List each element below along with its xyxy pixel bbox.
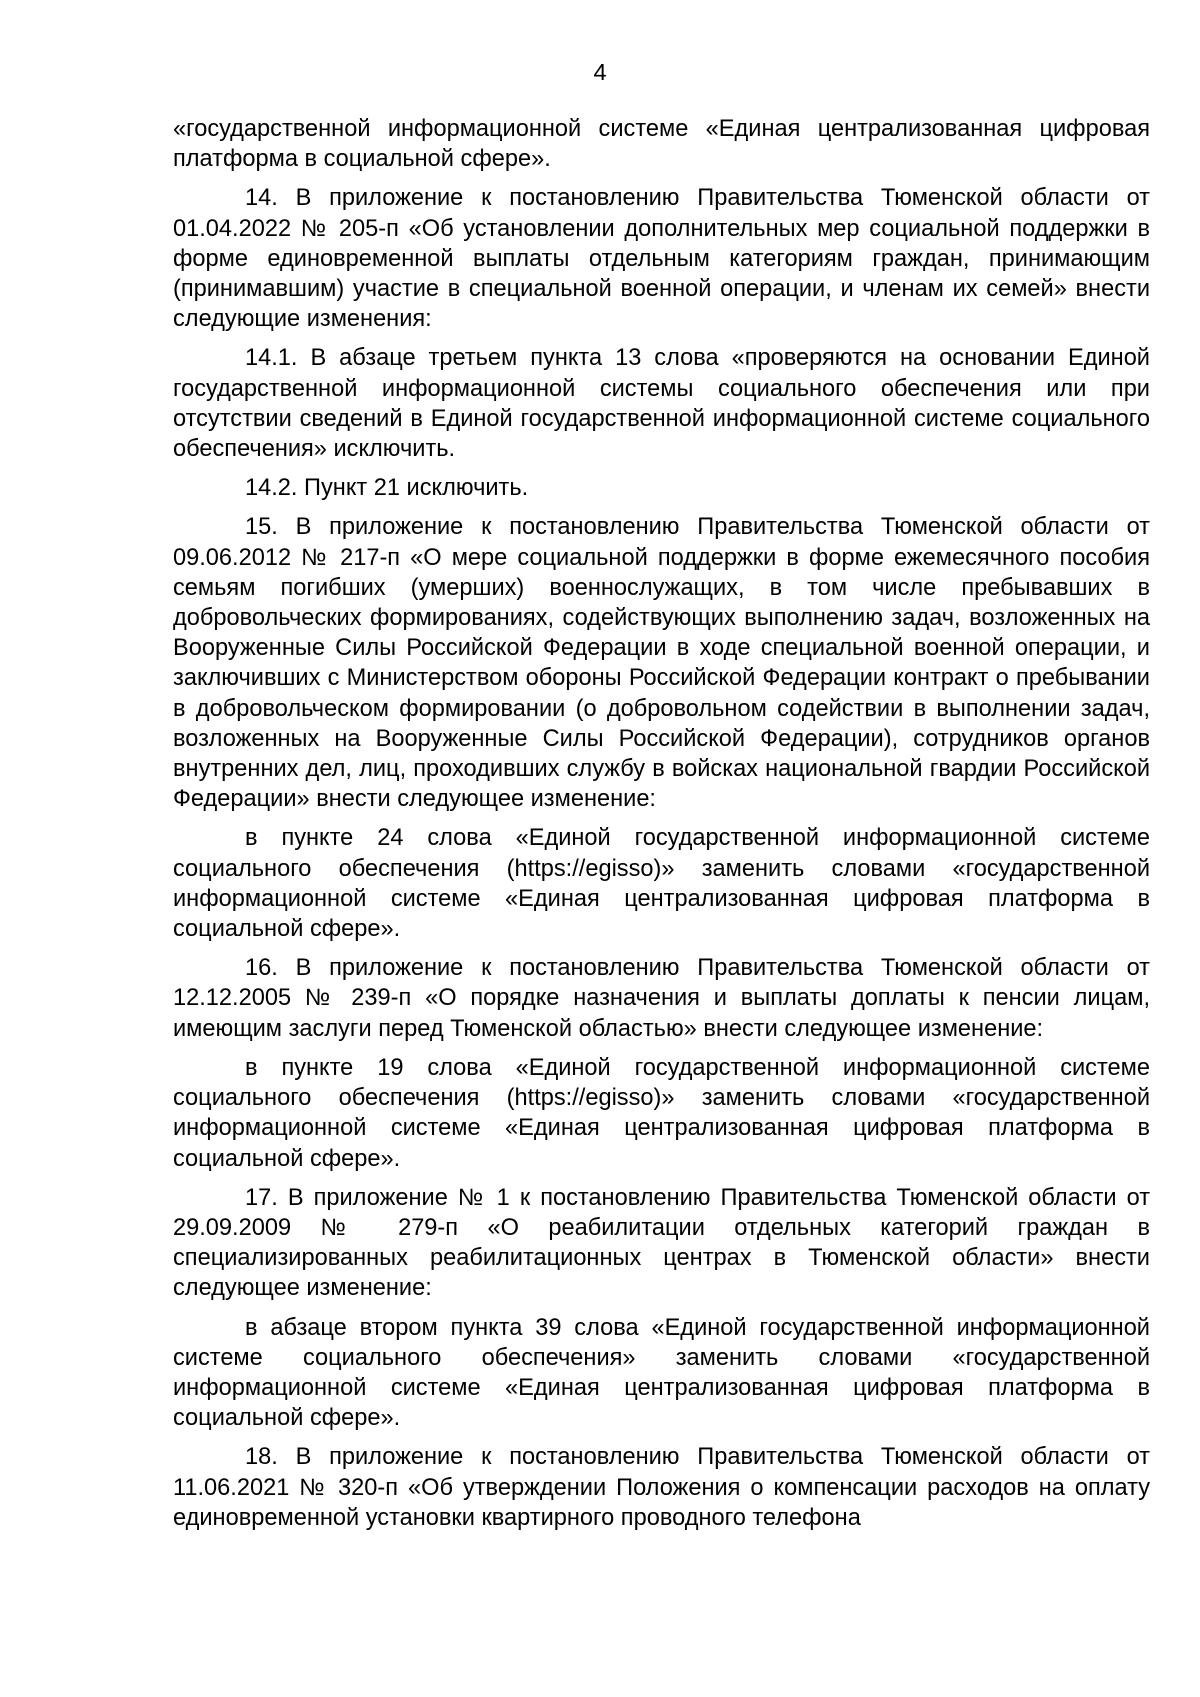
paragraph-item-16-change: в пункте 19 слова «Единой государственной информационной системе социального обеспечения (https://egisso)» заменить словами «государственной информационной системе «Единая централизованная цифровая платформа в социальной сфере». <box>173 1054 1150 1172</box>
paragraph-item-14-1: 14.1. В абзаце третьем пункта 13 слова «проверяются на основании Единой государственной информационной системы социального обеспечения или при отсутствии сведений в Единой государственной информационной системе социального обеспечения» исключить. <box>173 345 1150 463</box>
paragraph-item-17-change: в абзаце втором пункта 39 слова «Единой государственной информационной системе социального обеспечения» заменить словами «государственной информационной системе «Единая централизованная цифровая платформа в социальной сфере». <box>173 1314 1150 1432</box>
paragraph-item-17: 17. В приложение № 1 к постановлению Правительства Тюменской области от 29.09.2009 № 279-п «О реабилитации отдельных категорий граждан в специализированных реабилитационных центрах в Тюменской области» внести следующее изменение: <box>173 1184 1150 1302</box>
paragraph-item-15-change: в пункте 24 слова «Единой государственной информационной системе социального обеспечения (https://egisso)» заменить словами «государственной информационной системе «Единая централизованная цифровая платформа в социальной сфере». <box>173 825 1150 943</box>
paragraph-item-14-2: 14.2. Пункт 21 исключить. <box>245 475 529 502</box>
paragraph-item-14: 14. В приложение к постановлению Правительства Тюменской области от 01.04.2022 № 205-п «Об установлении дополнительных мер социальной поддержки в форме единовременной выплаты отдельным категориям граждан, принимающим (принимавшим) участие в специальной военной операции, и членам их семей» внести следующие изменения: <box>173 185 1150 333</box>
paragraph-item-15: 15. В приложение к постановлению Правительства Тюменской области от 09.06.2012 № 217-п «О мере социальной поддержки в форме ежемесячного пособия семьям погибших (умерших) военнослужащих, в том числе пребывавших в добровольческих формированиях, содействующих выполнению задач, возложенных на Вооруженные Силы Российской Федерации в ходе специальной военной операции, и заключивших с Министерством обороны Российской Федерации контракт о пребывании в добровольческом формировании (о добровольном содействии в выполнении задач, возложенных на Вооруженные Силы Российской Федерации), сотрудников органов внутренних дел, лиц, проходивших службу в войсках национальной гвардии Российской Федерации» внести следующее изменение: <box>173 514 1150 813</box>
paragraph-continuation: «государственной информационной системе «Единая централизованная цифровая платформа в социальной сфере». <box>173 116 1150 173</box>
page-number: 4 <box>593 59 607 85</box>
paragraph-item-18: 18. В приложение к постановлению Правительства Тюменской области от 11.06.2021 № 320-п «Об утверждении Положения о компенсации расходов на оплату единовременной установки квартирного проводного телефона <box>173 1444 1150 1531</box>
paragraph-item-16: 16. В приложение к постановлению Правительства Тюменской области от 12.12.2005 № 239-п «О порядке назначения и выплаты доплаты к пенсии лицам, имеющим заслуги перед Тюменской областью» внести следующее изменение: <box>173 955 1150 1042</box>
document-body <box>173 114 1150 1542</box>
